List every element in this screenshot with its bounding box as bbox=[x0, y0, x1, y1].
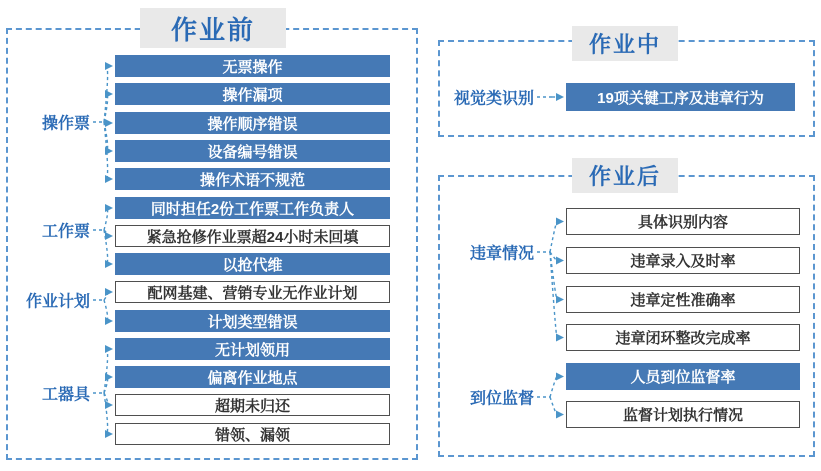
item-box: 违章录入及时率 bbox=[566, 247, 800, 274]
item-box: 操作术语不规范 bbox=[115, 168, 390, 190]
category-label: 作业计划 bbox=[25, 293, 90, 311]
category-label: 到位监督 bbox=[469, 390, 534, 408]
item-box: 计划类型错误 bbox=[115, 310, 390, 332]
item-box: 同时担任2份工作票工作负责人 bbox=[115, 197, 390, 219]
item-box: 错领、漏领 bbox=[115, 423, 390, 445]
item-box: 违章闭环整改完成率 bbox=[566, 324, 800, 351]
item-box: 无计划领用 bbox=[115, 338, 390, 360]
category-label: 操作票 bbox=[41, 115, 90, 133]
item-box: 偏离作业地点 bbox=[115, 366, 390, 388]
item-box: 具体识别内容 bbox=[566, 208, 800, 235]
item-box: 监督计划执行情况 bbox=[566, 401, 800, 428]
item-box: 超期未归还 bbox=[115, 394, 390, 416]
category-label: 违章情况 bbox=[469, 245, 534, 263]
during-work-title: 作业中 bbox=[572, 26, 678, 61]
item-box: 违章定性准确率 bbox=[566, 286, 800, 313]
item-box: 配网基建、营销专业无作业计划 bbox=[115, 281, 390, 303]
item-box: 无票操作 bbox=[115, 55, 390, 77]
item-box: 人员到位监督率 bbox=[566, 363, 800, 390]
category-label: 工器具 bbox=[41, 386, 90, 404]
item-box: 设备编号错误 bbox=[115, 140, 390, 162]
category-label: 视觉类识别 bbox=[453, 90, 534, 108]
item-box: 紧急抢修作业票超24小时未回填 bbox=[115, 225, 390, 247]
post-work-title: 作业后 bbox=[572, 158, 678, 193]
item-box: 19项关键工序及违章行为 bbox=[566, 83, 795, 111]
pre-work-title: 作业前 bbox=[140, 8, 286, 48]
category-label: 工作票 bbox=[41, 223, 90, 241]
item-box: 操作漏项 bbox=[115, 83, 390, 105]
item-box: 操作顺序错误 bbox=[115, 112, 390, 134]
item-box: 以抢代维 bbox=[115, 253, 390, 275]
